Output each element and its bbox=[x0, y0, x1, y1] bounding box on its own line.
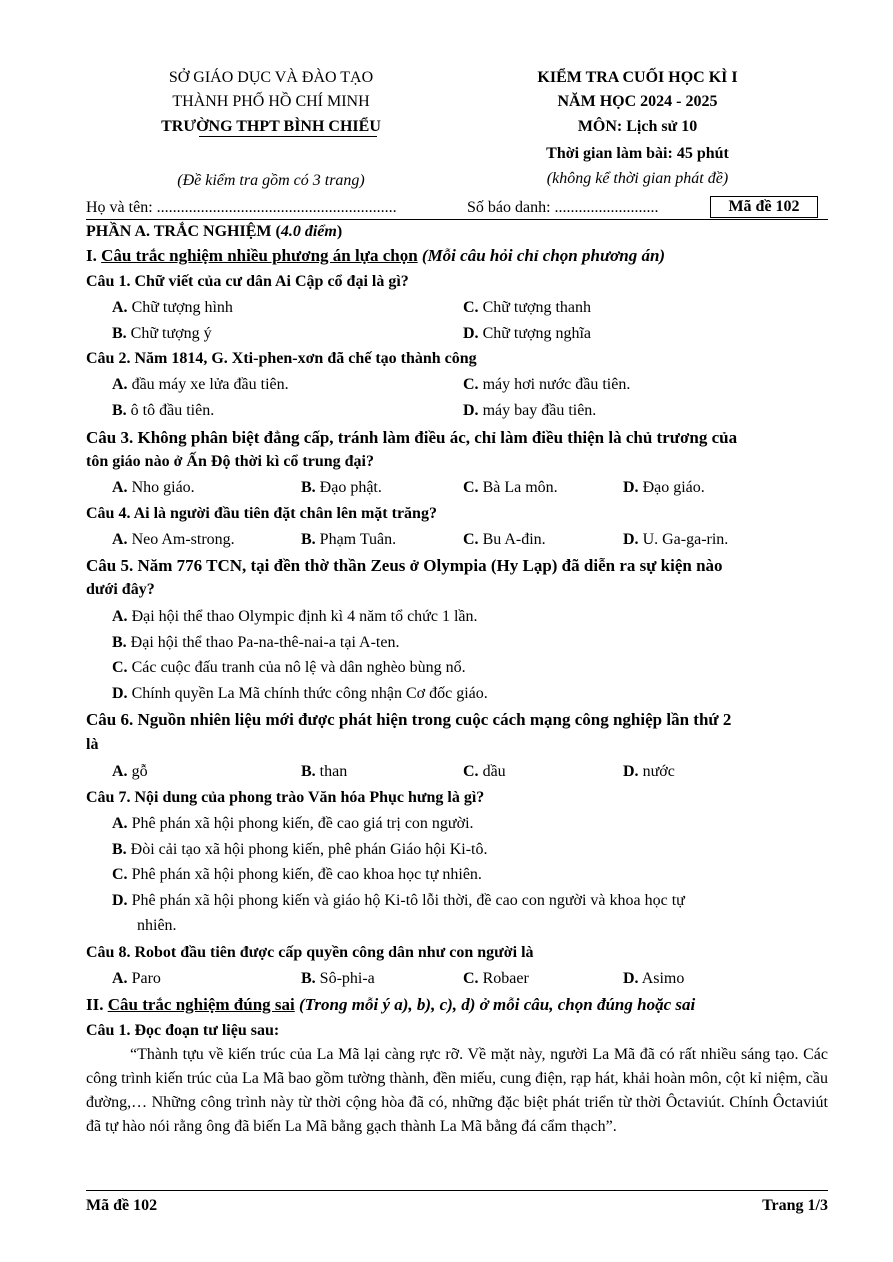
q3-option-a: A. Nho giáo. bbox=[112, 479, 195, 496]
question-8: Câu 8. Robot đầu tiên được cấp quyền công dân như con người là bbox=[86, 944, 534, 961]
q7-option-a: A. Phê phán xã hội phong kiến, đề cao giá trị con người. bbox=[112, 815, 474, 832]
school-year: NĂM HỌC 2024 - 2025 bbox=[557, 93, 718, 110]
q5-option-a: A. Đại hội thể thao Olympic định kì 4 năm tổ chức 1 lần. bbox=[112, 608, 478, 625]
q1-option-b: B. Chữ tượng ý bbox=[112, 325, 212, 342]
q6-option-b: B. than bbox=[301, 763, 348, 780]
q2-option-d: D. máy bay đầu tiên. bbox=[463, 402, 597, 419]
question-4: Câu 4. Ai là người đầu tiên đặt chân lên mặt trăng? bbox=[86, 505, 437, 522]
q2-option-a: A. đầu máy xe lửa đầu tiên. bbox=[112, 376, 289, 393]
question-6-line-2: là bbox=[86, 736, 99, 753]
exam-code-box: Mã đề 102 bbox=[710, 196, 818, 218]
q1-option-d: D. Chữ tượng nghĩa bbox=[463, 325, 592, 342]
q2-option-c: C. máy hơi nước đầu tiên. bbox=[463, 376, 631, 393]
header-divider bbox=[86, 219, 828, 220]
q6-option-a: A. gỗ bbox=[112, 763, 148, 780]
time-note: (không kể thời gian phát đề) bbox=[546, 170, 729, 187]
school-name: TRƯỜNG THPT BÌNH CHIỂU bbox=[161, 118, 381, 135]
q5-option-c: C. Các cuộc đấu tranh của nô lệ và dân nghèo bùng nổ. bbox=[112, 659, 466, 676]
q8-option-a: A. Paro bbox=[112, 970, 161, 987]
section-1-title: I. Câu trắc nghiệm nhiều phương án lựa chọn (Mỗi câu hỏi chỉ chọn phương án) bbox=[86, 246, 666, 265]
school-underline bbox=[199, 136, 377, 137]
q4-option-a: A. Neo Am-strong. bbox=[112, 531, 235, 548]
q7-option-c: C. Phê phán xã hội phong kiến, đề cao khoa học tự nhiên. bbox=[112, 866, 482, 883]
q4-option-d: D. U. Ga-ga-rin. bbox=[623, 531, 729, 548]
city-name: THÀNH PHỐ HỒ CHÍ MINH bbox=[172, 93, 370, 110]
student-name-field: Họ và tên: ............................................................ bbox=[86, 199, 397, 216]
page-count-note: (Đề kiểm tra gồm có 3 trang) bbox=[177, 172, 365, 189]
q3-option-c: C. Bà La môn. bbox=[463, 479, 558, 496]
q8-option-c: C. Robaer bbox=[463, 970, 529, 987]
q7-option-d-continued: nhiên. bbox=[137, 917, 177, 934]
q3-option-d: D. Đạo giáo. bbox=[623, 479, 705, 496]
q2-option-b: B. ô tô đầu tiên. bbox=[112, 402, 215, 419]
q3-option-b: B. Đạo phật. bbox=[301, 479, 382, 496]
footer-page-number: Trang 1/3 bbox=[762, 1197, 828, 1214]
student-id-field: Số báo danh: .......................... bbox=[467, 199, 659, 216]
subject: MÔN: Lịch sử 10 bbox=[577, 118, 698, 135]
q6-option-c: C. dầu bbox=[463, 763, 506, 780]
section-2-question-1: Câu 1. Đọc đoạn tư liệu sau: bbox=[86, 1022, 280, 1039]
footer-exam-code: Mã đề 102 bbox=[86, 1197, 158, 1214]
q7-option-b: B. Đòi cải tạo xã hội phong kiến, phê phán Giáo hội Ki-tô. bbox=[112, 841, 488, 858]
q5-option-d: D. Chính quyền La Mã chính thức công nhận Cơ đốc giáo. bbox=[112, 685, 488, 702]
q4-option-b: B. Phạm Tuân. bbox=[301, 531, 397, 548]
question-5-line-1: Câu 5. Năm 776 TCN, tại đền thờ thần Zeus ở Olympia (Hy Lạp) đã diễn ra sự kiện nào bbox=[86, 556, 723, 575]
question-3-line-1: Câu 3. Không phân biệt đẳng cấp, tránh làm điều ác, chỉ làm điều thiện là chủ trương của bbox=[86, 428, 738, 447]
department-name: SỞ GIÁO DỤC VÀ ĐÀO TẠO bbox=[168, 69, 374, 86]
question-5-line-2: dưới đây? bbox=[86, 581, 155, 598]
part-a-title: PHẦN A. TRẮC NGHIỆM (4.0 điểm) bbox=[86, 223, 343, 240]
question-6-line-1: Câu 6. Nguồn nhiên liệu mới được phát hiện trong cuộc cách mạng công nghiệp lần thứ 2 bbox=[86, 710, 732, 729]
q7-option-d: D. Phê phán xã hội phong kiến và giáo hộ Ki-tô lỗi thời, đề cao con người và khoa học tự bbox=[112, 892, 685, 909]
question-3-line-2: tôn giáo nào ở Ấn Độ thời kì cổ trung đại? bbox=[86, 453, 374, 470]
question-7: Câu 7. Nội dung của phong trào Văn hóa Phục hưng là gì? bbox=[86, 789, 485, 806]
time-limit: Thời gian làm bài: 45 phút bbox=[546, 145, 729, 162]
q5-option-b: B. Đại hội thể thao Pa-na-thê-nai-a tại A-ten. bbox=[112, 634, 400, 651]
section-2-title: II. Câu trắc nghiệm đúng sai (Trong mỗi ý a), b), c), d) ở mỗi câu, chọn đúng hoặc sai bbox=[86, 995, 696, 1014]
exam-title: KIỂM TRA CUỐI HỌC KÌ I bbox=[537, 69, 738, 86]
q8-option-d: D. Asimo bbox=[623, 970, 685, 987]
reading-passage: “Thành tựu về kiến trúc của La Mã lại càng rực rỡ. Về mặt này, người La Mã đã có rất nhiều sáng tạo. Các công trình kiến trúc của La Mã bao gồm tường thành, đền miếu, cung điện, rạp hát, khải hoàn môn, cột kỉ niệm, cầu đường,… Những công trình này từ thời cộng hòa đã có, những đặc biệt phát triển từ thời Ôctaviút. Chính Ôctaviút đã tự hào nói rằng ông đã biến La Mã bằng gạch thành La Mã bằng đá cẩm thạch”. bbox=[86, 1046, 828, 1135]
footer-divider bbox=[86, 1190, 828, 1191]
question-2: Câu 2. Năm 1814, G. Xti-phen-xơn đã chế tạo thành công bbox=[86, 350, 477, 367]
q1-option-a: A. Chữ tượng hình bbox=[112, 299, 233, 316]
question-1: Câu 1. Chữ viết của cư dân Ai Cập cổ đại là gì? bbox=[86, 273, 409, 290]
q1-option-c: C. Chữ tượng thanh bbox=[463, 299, 592, 316]
q4-option-c: C. Bu A-đin. bbox=[463, 531, 546, 548]
q8-option-b: B. Sô-phi-a bbox=[301, 970, 375, 987]
q6-option-d: D. nước bbox=[623, 763, 675, 780]
